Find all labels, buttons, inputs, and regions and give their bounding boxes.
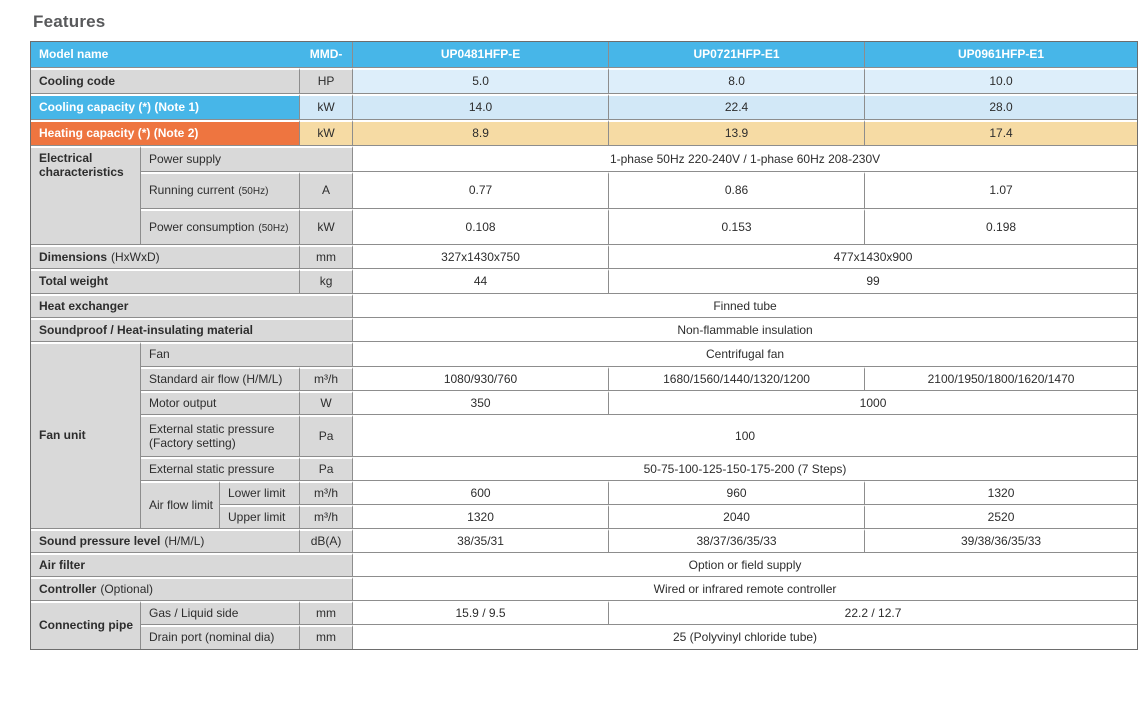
cooling-capacity-v3 [865,94,1137,120]
standard-air-flow-v2 [609,367,865,391]
lower-limit-unit-cell [300,481,353,505]
total-weight-v23 [609,269,1137,294]
air-flow-limit-cell [141,481,220,529]
soundproof-value-cell [353,318,1137,342]
running-current-v3 [865,172,1137,209]
electrical-group-label: Electrical characteristics [39,151,124,179]
fan-label: Fan [149,347,170,362]
spec-table [31,42,1137,649]
esp-factory-label: External static pressure (Factory setting) [149,421,275,450]
model-1: UP0481HFP-E [440,46,521,61]
dimensions-label-cell [31,245,300,269]
esp-value-cell [353,457,1137,481]
heating-capacity-label-cell [31,120,300,146]
row-total-weight [31,269,1137,294]
upper-limit-label-cell [220,505,300,529]
cooling-code-unit-cell [300,68,353,94]
lower-limit-v2 [609,481,865,505]
power-consumption-v2 [609,209,865,245]
model-3-cell [865,42,1137,68]
upper-limit-unit: m³/h [314,509,339,524]
standard-air-flow-label-cell [141,367,300,391]
drain-port-unit-cell [300,625,353,649]
fan-value-cell [353,342,1137,367]
sound-pressure-unit-cell [300,529,353,553]
controller-label: Controller [39,581,97,596]
cooling-capacity-value-3: 28.0 [989,99,1013,114]
controller-value: Wired or infrared remote controller [653,581,837,596]
cooling-capacity-unit: kW [317,99,335,114]
row-esp [31,457,1137,481]
motor-output-label-cell [141,391,300,415]
row-heating-capacity [31,120,1137,146]
fan-unit-group-label: Fan unit [39,428,86,443]
cooling-code-v3 [865,68,1137,94]
model-name-label-cell [31,42,300,68]
sound-pressure-label: Sound pressure level [39,533,161,548]
running-current-label: Running current [149,183,235,198]
esp-label-cell [141,457,300,481]
drain-port-label-cell [141,625,300,649]
total-weight-label: Total weight [39,274,109,289]
lower-limit-v1 [353,481,609,505]
esp-factory-unit-cell [300,415,353,457]
esp-factory-value-cell [353,415,1137,457]
power-consumption-note: (50Hz) [258,222,289,234]
total-weight-label-cell [31,269,300,294]
heating-capacity-value-2: 13.9 [724,125,749,140]
soundproof-label: Soundproof / Heat-insulating material [39,322,254,337]
soundproof-label-cell [31,318,353,342]
heating-capacity-v2 [609,120,865,146]
gas-liquid-v1 [353,601,609,625]
lower-limit-v3 [865,481,1137,505]
heating-capacity-label: Heating capacity (*) (Note 2) [39,125,199,140]
power-supply-label-cell [141,146,353,172]
esp-unit-cell [300,457,353,481]
soundproof-value: Non-flammable insulation [677,322,813,337]
heat-exchanger-value: Finned tube [713,298,777,313]
gas-liquid-unit: mm [316,605,337,620]
upper-limit-value-3: 2520 [987,509,1015,524]
cooling-code-value-1: 5.0 [472,73,489,88]
total-weight-v1 [353,269,609,294]
heat-exchanger-label-cell [31,294,353,318]
esp-factory-value: 100 [735,428,756,443]
model-prefix: MMD- [309,46,343,61]
cooling-code-v1 [353,68,609,94]
row-heat-exchanger [31,294,1137,318]
gas-liquid-v23 [609,601,1137,625]
gas-liquid-unit-cell [300,601,353,625]
model-1-cell [353,42,609,68]
power-consumption-v1 [353,209,609,245]
row-power-consumption [31,209,1137,245]
heat-exchanger-label: Heat exchanger [39,298,129,313]
cooling-capacity-unit-cell [300,94,353,120]
cooling-capacity-value-2: 22.4 [724,99,749,114]
heating-capacity-unit: kW [317,125,335,140]
standard-air-flow-unit: m³/h [314,371,339,386]
drain-port-unit: mm [316,630,337,645]
sound-pressure-value-3: 39/38/36/35/33 [960,533,1042,548]
lower-limit-value-3: 1320 [987,485,1015,500]
heating-capacity-v1 [353,120,609,146]
heat-exchanger-value-cell [353,294,1137,318]
model-2-cell [609,42,865,68]
lower-limit-label-cell [220,481,300,505]
esp-factory-unit: Pa [318,428,334,443]
gas-liquid-value-1: 15.9 / 9.5 [455,605,506,620]
row-controller [31,577,1137,601]
row-cooling-capacity [31,94,1137,120]
sound-pressure-v3 [865,529,1137,553]
sound-pressure-label-cell [31,529,300,553]
power-supply-value: 1-phase 50Hz 220-240V / 1-phase 60Hz 208-230V [609,151,881,166]
row-fan [31,342,1137,367]
cooling-capacity-v1 [353,94,609,120]
running-current-note: (50Hz) [238,186,269,198]
standard-air-flow-v1 [353,367,609,391]
cooling-capacity-label-cell [31,94,300,120]
page-title: Features [33,12,106,31]
row-model-name [31,42,1137,68]
cooling-capacity-v2 [609,94,865,120]
row-air-filter [31,553,1137,577]
upper-limit-unit-cell [300,505,353,529]
power-consumption-label: Power consumption [149,219,255,234]
dimensions-unit-cell [300,245,353,269]
power-supply-label: Power supply [149,151,222,166]
air-filter-label-cell [31,553,353,577]
upper-limit-value-1: 1320 [467,509,494,524]
row-motor-output [31,391,1137,415]
total-weight-value-2-3: 99 [866,274,880,289]
dimensions-v1 [353,245,609,269]
fan-unit-group-cell [31,342,141,529]
sound-pressure-value-2: 38/37/36/35/33 [696,533,777,548]
dimensions-label: Dimensions [39,249,108,264]
drain-port-value-cell [353,625,1137,649]
row-air-flow-lower [31,481,1137,505]
motor-output-value-2-3: 1000 [859,395,887,410]
controller-label-cell [31,577,353,601]
dimensions-unit: mm [316,249,337,264]
fan-label-cell [141,342,353,367]
standard-air-flow-label: Standard air flow (H/M/L) [149,371,283,386]
cooling-capacity-value-1: 14.0 [468,99,493,114]
row-gas-liquid [31,601,1137,625]
drain-port-label: Drain port (nominal dia) [149,630,275,645]
running-current-value-2: 0.86 [724,183,749,198]
esp-factory-label-cell [141,415,300,457]
lower-limit-unit: m³/h [314,485,339,500]
row-dimensions [31,245,1137,269]
running-current-label-cell [141,172,300,209]
air-filter-label: Air filter [39,557,86,572]
dimensions-value-2-3: 477x1430x900 [833,249,913,264]
standard-air-flow-value-3: 2100/1950/1800/1620/1470 [927,371,1075,386]
cooling-capacity-label: Cooling capacity (*) (Note 1) [39,99,200,114]
dimensions-v23 [609,245,1137,269]
power-consumption-value-3: 0.198 [986,219,1017,234]
power-supply-value-cell [353,146,1137,172]
running-current-v1 [353,172,609,209]
heating-capacity-value-3: 17.4 [989,125,1013,140]
motor-output-value-1: 350 [470,395,491,410]
cooling-code-value-2: 8.0 [728,73,745,88]
heating-capacity-value-1: 8.9 [472,125,489,140]
gas-liquid-value-2-3: 22.2 / 12.7 [844,605,902,620]
upper-limit-v1 [353,505,609,529]
controller-note: (Optional) [100,581,154,596]
row-standard-air-flow [31,367,1137,391]
model-name-label: Model name [39,46,109,61]
motor-output-v23 [609,391,1137,415]
model-prefix-cell [300,42,353,68]
cooling-code-v2 [609,68,865,94]
power-consumption-value-2: 0.153 [721,219,752,234]
drain-port-value: 25 (Polyvinyl chloride tube) [672,630,818,645]
power-consumption-value-1: 0.108 [465,219,496,234]
power-consumption-unit: kW [317,219,335,234]
dimensions-value-1: 327x1430x750 [441,249,520,264]
model-3: UP0961HFP-E1 [958,46,1045,61]
heating-capacity-v3 [865,120,1137,146]
connecting-pipe-group-cell [31,601,141,649]
fan-value: Centrifugal fan [706,347,785,362]
upper-limit-v3 [865,505,1137,529]
esp-value: 50-75-100-125-150-175-200 (7 Steps) [643,461,847,476]
air-flow-limit-label: Air flow limit [149,497,214,512]
lower-limit-value-1: 600 [470,485,491,500]
cooling-code-value-3: 10.0 [989,73,1013,88]
upper-limit-v2 [609,505,865,529]
motor-output-label: Motor output [149,395,217,410]
motor-output-unit: W [320,395,332,410]
row-soundproof [31,318,1137,342]
row-cooling-code [31,68,1137,94]
sound-pressure-unit: dB(A) [310,533,342,548]
standard-air-flow-unit-cell [300,367,353,391]
power-consumption-label-cell [141,209,300,245]
sound-pressure-value-1: 38/35/31 [457,533,504,548]
row-esp-factory [31,415,1137,457]
lower-limit-value-2: 960 [726,485,747,500]
row-power-supply [31,146,1137,172]
running-current-value-1: 0.77 [468,183,493,198]
standard-air-flow-value-2: 1680/1560/1440/1320/1200 [663,371,810,386]
power-consumption-v3 [865,209,1137,245]
electrical-group-cell [31,146,141,245]
cooling-code-label-cell [31,68,300,94]
total-weight-unit-cell [300,269,353,294]
upper-limit-label: Upper limit [228,509,286,524]
total-weight-unit: kg [319,274,333,289]
row-running-current [31,172,1137,209]
connecting-pipe-group-label: Connecting pipe [39,618,133,633]
features-table [30,41,1138,650]
sound-pressure-v1 [353,529,609,553]
esp-label: External static pressure [149,461,275,476]
gas-liquid-label-cell [141,601,300,625]
upper-limit-value-2: 2040 [723,509,750,524]
total-weight-value-1: 44 [473,274,488,289]
gas-liquid-label: Gas / Liquid side [149,605,239,620]
motor-output-v1 [353,391,609,415]
heating-capacity-unit-cell [300,120,353,146]
lower-limit-label: Lower limit [228,485,286,500]
air-filter-value-cell [353,553,1137,577]
running-current-v2 [609,172,865,209]
dimensions-note: (HxWxD) [111,249,160,264]
cooling-code-unit: HP [317,73,335,88]
air-filter-value: Option or field supply [688,557,802,572]
power-consumption-unit-cell [300,209,353,245]
esp-unit: Pa [318,461,334,476]
row-sound-pressure [31,529,1137,553]
running-current-value-3: 1.07 [989,183,1013,198]
sound-pressure-note: (H/M/L) [164,533,205,548]
row-drain-port [31,625,1137,649]
standard-air-flow-value-1: 1080/930/760 [443,371,518,386]
motor-output-unit-cell [300,391,353,415]
cooling-code-label: Cooling code [39,73,115,88]
running-current-unit-cell [300,172,353,209]
standard-air-flow-v3 [865,367,1137,391]
sound-pressure-v2 [609,529,865,553]
controller-value-cell [353,577,1137,601]
running-current-unit: A [322,183,331,198]
model-2: UP0721HFP-E1 [693,46,780,61]
